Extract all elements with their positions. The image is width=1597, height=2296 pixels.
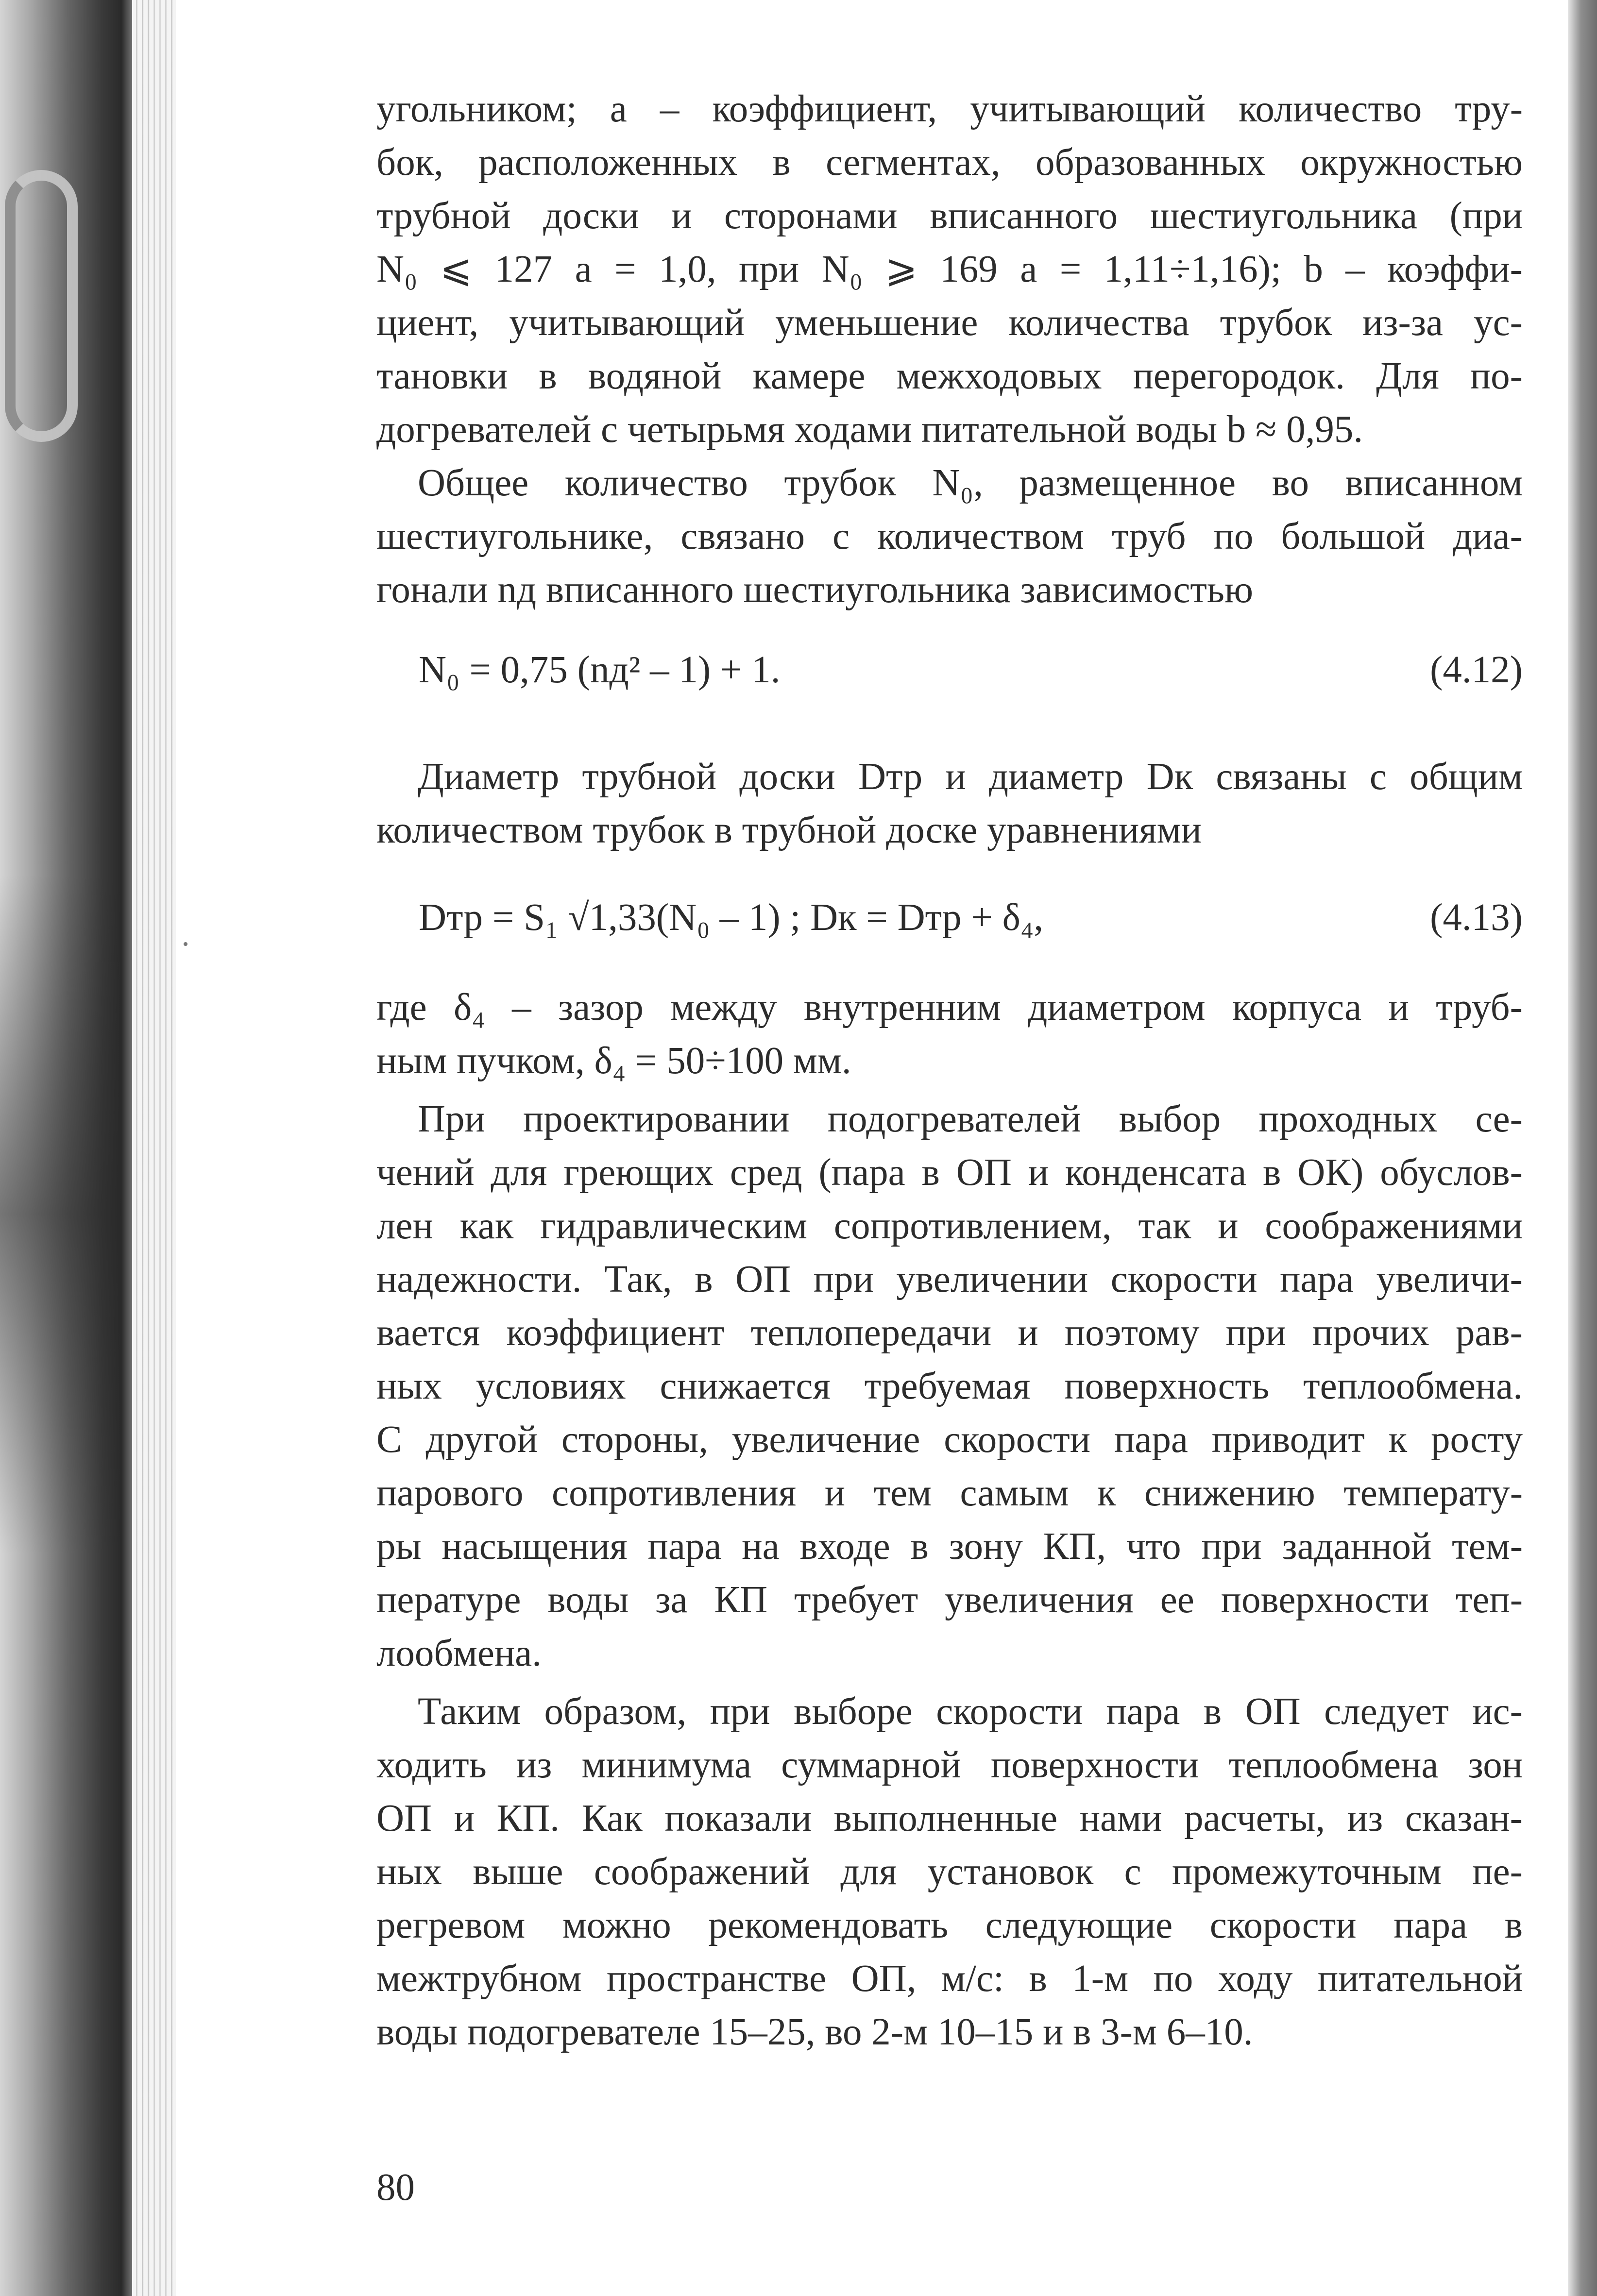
text-line: угольником; a – коэффициент, учитывающий количество тру- <box>376 88 1523 130</box>
text-line: количеством трубок в трубной доске уравнениями <box>376 809 1202 851</box>
text-line: бок, расположенных в сегментах, образованных окружностью <box>376 141 1523 184</box>
text-line: ходить из минимума суммарной поверхности теплообмена зон <box>376 1744 1523 1786</box>
book-page-edges <box>132 0 176 2296</box>
text-line: ры насыщения пара на входе в зону КП, что при заданной тем- <box>376 1525 1523 1568</box>
equation-number: (4.12) <box>1430 649 1523 691</box>
text-line: лен как гидравлическим сопротивлением, так и соображениями <box>376 1205 1523 1247</box>
text-line: Таким образом, при выборе скорости пара в ОП следует ис- <box>418 1690 1523 1733</box>
text-line: надежности. Так, в ОП при увеличении скорости пара увеличи- <box>376 1258 1523 1300</box>
text-line: Общее количество трубок N₀, размещенное во вписанном <box>418 462 1523 504</box>
equation-4-13: Dтр = S₁ √1,33(N₀ – 1) ; Dк = Dтр + δ₄, <box>419 896 1044 939</box>
equation-number: (4.13) <box>1430 896 1523 939</box>
text-line: тановки в водяной камере межходовых перегородок. Для по- <box>376 355 1523 397</box>
text-line: ных выше соображений для установок с промежуточным пе- <box>376 1851 1523 1893</box>
text-line: лообмена. <box>376 1632 542 1674</box>
scan-shadow <box>0 874 121 1554</box>
page-number: 80 <box>376 2166 415 2209</box>
text-line: межтрубном пространстве ОП, м/с: в 1-м по ходу питательной <box>376 1958 1523 2000</box>
text-line: циент, учитывающий уменьшение количества трубок из-за ус- <box>376 302 1523 344</box>
text-line: С другой стороны, увеличение скорости пара приводит к росту <box>376 1418 1523 1461</box>
text-line: При проектировании подогревателей выбор проходных се- <box>418 1098 1523 1140</box>
text-line: ным пучком, δ₄ = 50÷100 мм. <box>376 1040 851 1082</box>
text-line: N₀ ⩽ 127 a = 1,0, при N₀ ⩾ 169 a = 1,11÷1,16); b – коэффи- <box>376 248 1523 290</box>
text-line: ных условиях снижается требуемая поверхность теплообмена. <box>376 1365 1523 1407</box>
text-line: пературе воды за КП требует увеличения ее поверхности теп- <box>376 1579 1523 1621</box>
text-line: догревателей с четырьмя ходами питательной воды b ≈ 0,95. <box>376 408 1363 451</box>
text-line: воды подогревателе 15–25, во 2-м 10–15 и в 3-м 6–10. <box>376 2011 1253 2053</box>
text-line: шестиугольнике, связано с количеством труб по большой диа- <box>376 515 1523 557</box>
text-line: парового сопротивления и тем самым к снижению температу- <box>376 1472 1523 1514</box>
equation-4-12: N₀ = 0,75 (nд² – 1) + 1. <box>419 649 781 691</box>
text-line: гонали nд вписанного шестиугольника зависимостью <box>376 569 1253 611</box>
text-line: где δ₄ – зазор между внутренним диаметром корпуса и труб- <box>376 986 1523 1029</box>
text-line: регревом можно рекомендовать следующие скорости пара в <box>376 1904 1523 1946</box>
text-line: вается коэффициент теплопередачи и поэтому при прочих рав- <box>376 1312 1523 1354</box>
scan-speck <box>184 942 187 946</box>
binder-clip <box>5 170 78 442</box>
text-line: чений для греющих сред (пара в ОП и конденсата в ОК) обуслов- <box>376 1151 1523 1194</box>
text-line: ОП и КП. Как показали выполненные нами расчеты, из сказан- <box>376 1797 1523 1840</box>
text-line: трубной доски и сторонами вписанного шестиугольника (при <box>376 195 1523 237</box>
scan-background-right <box>1568 0 1597 2296</box>
text-line: Диаметр трубной доски Dтр и диаметр Dк связаны с общим <box>418 756 1523 798</box>
